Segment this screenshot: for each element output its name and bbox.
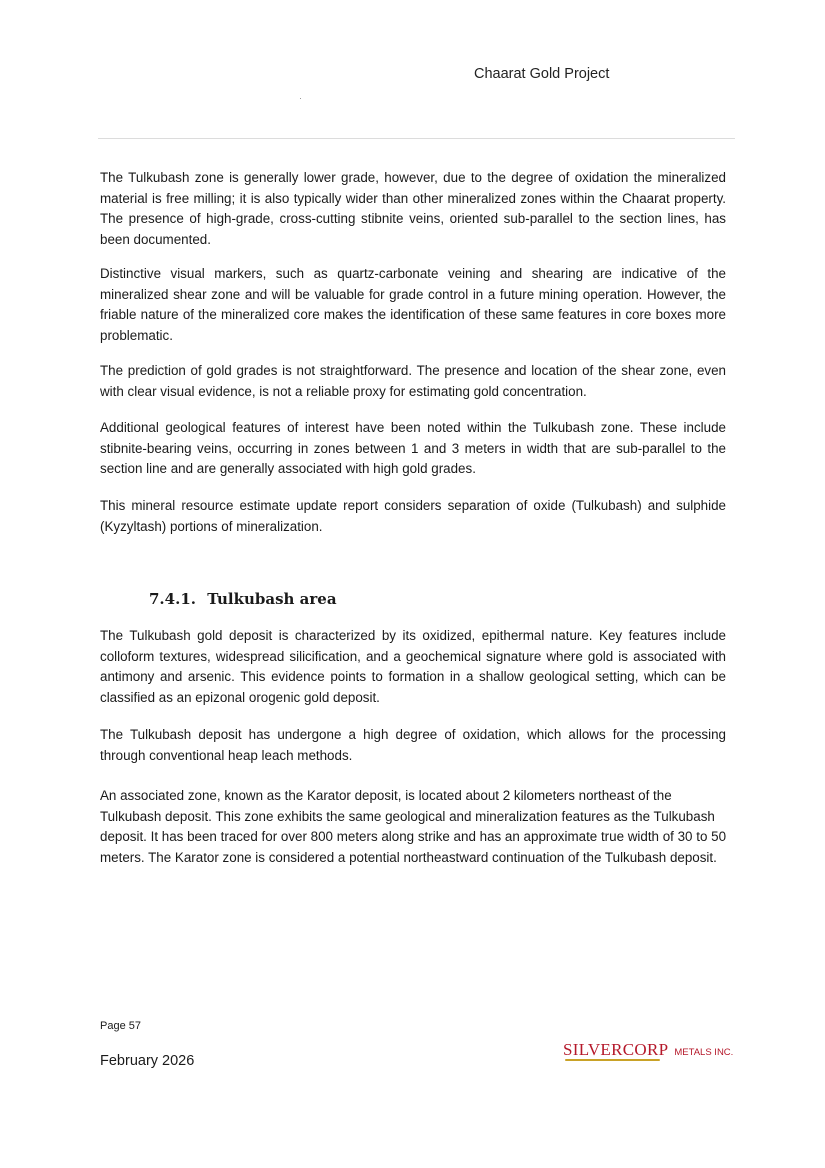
section-number: 7.4.1. [149,590,196,608]
logo-underline [565,1059,660,1061]
page-number: Page 57 [100,1020,141,1032]
silvercorp-logo [563,1040,733,1060]
project-title: Chaarat Gold Project [474,66,610,82]
section-heading [149,590,337,608]
section-paragraph: The Tulkubash gold deposit is characterized by its oxidized, epithermal nature. Key features include colloform textures, widespread silicification, and a geochemical signature where gold is associated with antimony and arsenic. This evidence points to formation in a shallow geological setting, which can be classified as an epizonal orogenic gold deposit. [100,628,726,705]
section-title: Tulkubash area [207,590,337,608]
paragraph: This mineral resource estimate update report considers separation of oxide (Tulkubash) and sulphide (Kyzyltash) portions of mineralization. [100,498,726,534]
section-paragraph: The Tulkubash deposit has undergone a high degree of oxidation, which allows for the processing through conventional heap leach methods. [100,727,726,763]
paragraph: Additional geological features of interest have been noted within the Tulkubash zone. These include stibnite-bearing veins, occurring in zones between 1 and 3 meters in width that are sub-parallel to the section line and are generally associated with high gold grades. [100,420,726,477]
paragraph: Distinctive visual markers, such as quartz-carbonate veining and shearing are indicative of the mineralized shear zone and will be valuable for grade control in a future mining operation. However, the friable nature of the mineralized core makes the identification of these same features in core boxes more problematic. [100,266,726,343]
paragraph: The prediction of gold grades is not straightforward. The presence and location of the shear zone, even with clear visual evidence, is not a reliable proxy for estimating gold concentration. [100,363,726,399]
report-date: February 2026 [100,1053,195,1069]
logo-wordmark: SILVERCORP [563,1040,669,1059]
header-mark [300,98,301,99]
paragraph: The Tulkubash zone is generally lower grade, however, due to the degree of oxidation the mineralized material is free milling; it is also typically wider than other mineralized zones within the Chaarat property. The presence of high-grade, cross-cutting stibnite veins, oriented sub-parallel to the section lines, has been documented. [100,170,726,247]
logo-subtitle: METALS INC. [674,1047,734,1058]
section-paragraph: An associated zone, known as the Karator deposit, is located about 2 kilometers northeast of the Tulkubash deposit. This zone exhibits the same geological and mineralization features as the Tulkubash deposit. It has been traced for over 800 meters along strike and has an approximate true width of 30 to 50 meters. The Karator zone is considered a potential northeastward continuation of the Tulkubash deposit. [100,788,727,865]
header-divider [98,138,735,139]
